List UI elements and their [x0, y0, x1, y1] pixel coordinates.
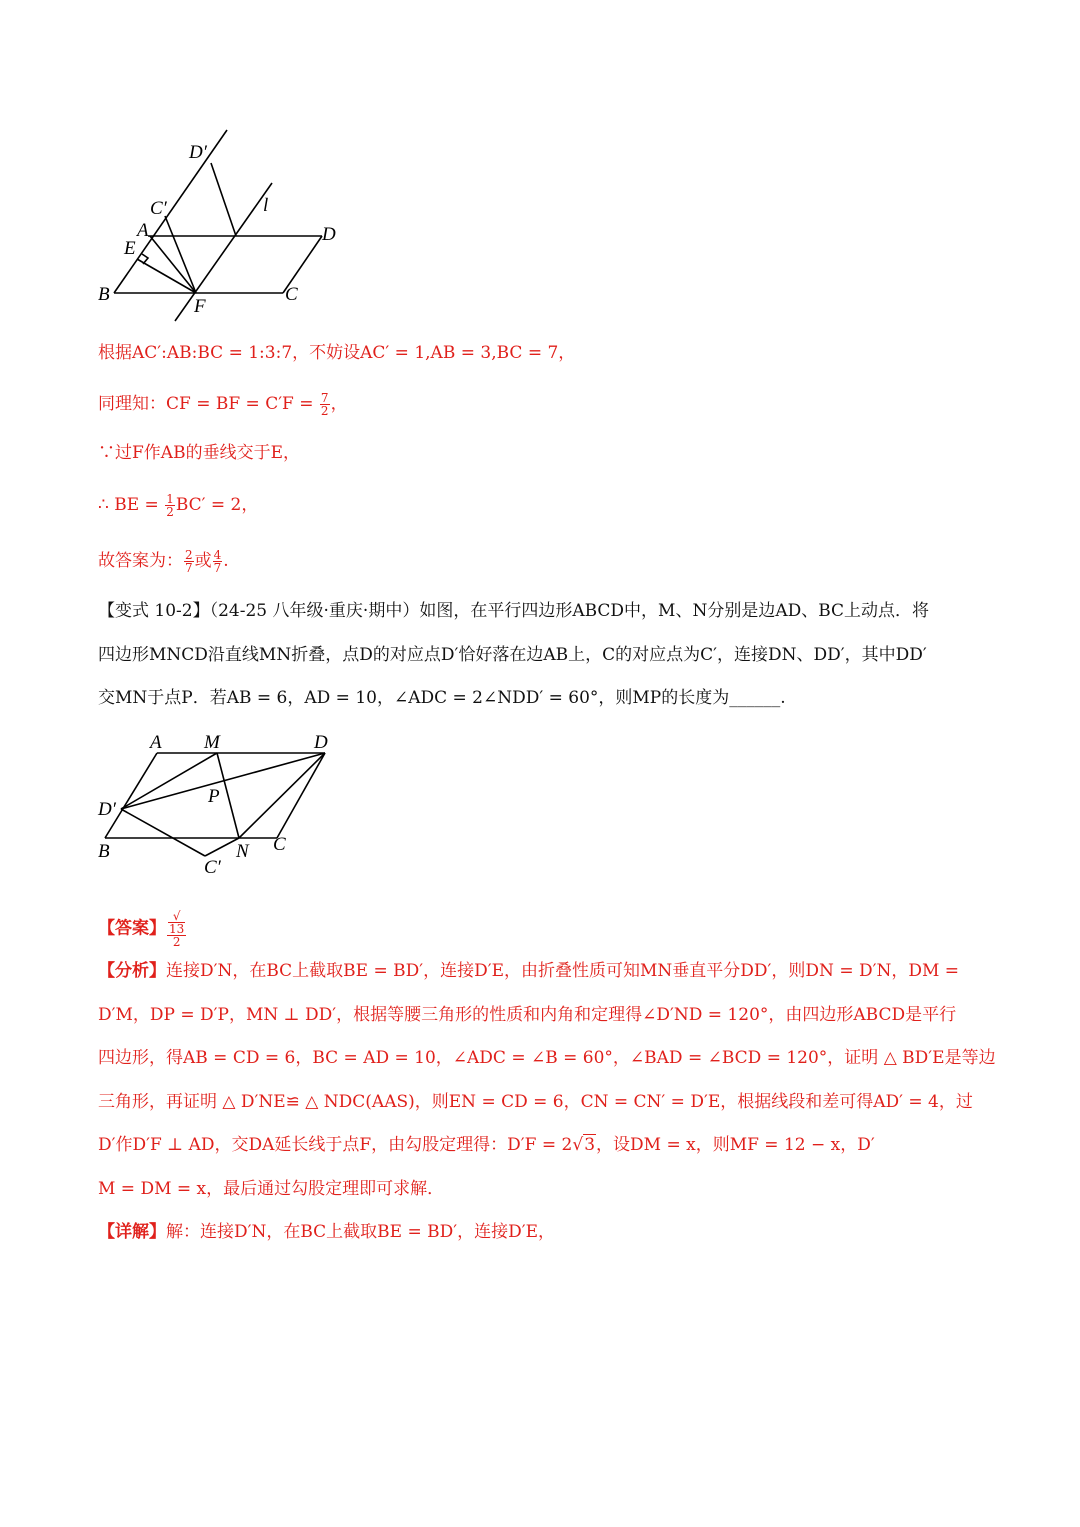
analysis-row-4: 三角形，再证明 △ D′NE≌ △ NDC(AAS)，则EN = CD = 6，CN = CN′ = D′E，根据线段和差可得AD′ = 4，过 [98, 1091, 973, 1112]
fig2-label-m: M [204, 732, 220, 753]
fraction-denominator: 7 [185, 561, 193, 575]
fig2-line-dc [277, 753, 325, 838]
fig1-label-f: F [194, 296, 206, 317]
fraction-numerator: 2 [185, 548, 193, 562]
be-fraction [165, 493, 175, 518]
analysis-tag: 【分析】 [98, 961, 166, 981]
fraction-numerator: 7 [320, 391, 329, 405]
figure-fold-parallelogram [90, 125, 350, 330]
problem-line-1: 【变式 10-2】（24-25 八年级·重庆·期中）如图，在平行四边形ABCD中，M、N分别是边AD、BC上动点．将 [98, 601, 930, 621]
answer-or: 或 [194, 551, 212, 571]
fraction-numerator: 4 [213, 548, 222, 562]
fraction-numerator: √ 13 [169, 909, 185, 936]
fraction-denominator: 2 [172, 935, 181, 949]
solution-answer-line [98, 549, 988, 574]
fig1-label-e: E [124, 238, 136, 259]
fig2-line-n-d [239, 753, 325, 838]
fig1-line-cprime-f [165, 216, 196, 293]
analysis-row-5a: D′作D′F ⊥ AD，交DA延长线于点F，由勾股定理得：D′F = 2 [98, 1135, 573, 1155]
answer-tag: 【答案】 [98, 918, 166, 939]
fig2-line-cprime-n [205, 838, 239, 856]
fig2-label-c-prime: C′ [204, 857, 221, 878]
fig1-line-a-f [150, 236, 196, 293]
fraction-denominator: 7 [213, 561, 222, 575]
fig2-label-b: B [98, 841, 110, 862]
solution-same-reason-line [98, 392, 988, 417]
detail-tag: 【详解】 [98, 1222, 166, 1242]
detail-line [98, 1221, 988, 1243]
sqrt-radicand: 13 [169, 922, 185, 936]
solution-perp-line: ∵过F作AB的垂线交于E， [98, 443, 300, 463]
fig1-line-e-f [137, 259, 196, 293]
fig1-label-a: A [137, 220, 149, 241]
be-suffix: BC′ = 2， [175, 495, 259, 515]
fraction-denominator: 2 [166, 505, 174, 519]
same-reason-prefix: 同理知：CF = BF = C′F = [98, 394, 319, 414]
fig2-line-m-n [217, 753, 239, 838]
same-reason-fraction [320, 392, 330, 417]
detail-text: 解：连接D′N，在BC上截取BE = BD′，连接D′E， [166, 1222, 556, 1242]
problem-line-2: 四边形MNCD沿直线MN折叠，点D的对应点D′恰好落在边AB上，C的对应点为C′，连接DN、DD′，其中DD′ [98, 644, 927, 665]
same-reason-suffix: ， [330, 394, 348, 414]
be-prefix: ∴ BE = [98, 495, 165, 515]
answer-fraction-2 [213, 549, 223, 574]
analysis-row-1 [98, 950, 988, 994]
fig1-label-d: D [322, 224, 336, 245]
fig1-label-c-prime: C′ [150, 198, 167, 219]
analysis-row-6: M = DM = x，最后通过勾股定理即可求解． [98, 1178, 445, 1199]
analysis-row-1-text: 连接D′N，在BC上截取BE = BD′，连接D′E，由折叠性质可知MN垂直平分DD′，则DN = D′N，DM = [166, 961, 960, 981]
fig2-line-dprime-cprime [121, 809, 205, 856]
fig2-line-dprime-m [121, 753, 217, 809]
problem-line-3: 交MN于点P．若AB = 6，AD = 10，∠ADC = 2∠NDD′ = 60°，则MP的长度为______. [98, 688, 786, 708]
answer-value-fraction [167, 910, 186, 948]
fig1-label-c: C [285, 284, 298, 305]
analysis-row-5: D′作D′F ⊥ AD，交DA延长线于点F，由勾股定理得：D′F = 2√3，设DM = x，则MF = 12 − x，D′ [98, 1135, 875, 1155]
fraction-numerator: 1 [166, 492, 174, 506]
fig1-line-dprime-cprime-a [211, 163, 236, 236]
fig2-label-d-prime: D′ [98, 799, 116, 820]
fig1-label-b: B [98, 284, 110, 305]
fig2-label-p: P [208, 786, 220, 807]
problem-statement [98, 590, 988, 721]
fig2-label-n: N [236, 841, 249, 862]
fig1-line-ab-ext [114, 130, 227, 293]
fig2-label-c: C [273, 834, 286, 855]
answer-line [98, 910, 988, 948]
analysis-row-2: D′M，DP = D′P，MN ⊥ DD′，根据等腰三角形的性质和内角和定理得∠D′ND = 120°，由四边形ABCD是平行 [98, 1004, 957, 1025]
analysis-row-3: 四边形，得AB = CD = 6，BC = AD = 10，∠ADC = ∠B = 60°，∠BAD = ∠BCD = 120°，证明 △ BD′E是等边 [98, 1048, 996, 1068]
fig1-label-l: l [263, 195, 269, 216]
answer-prefix: 故答案为： [98, 551, 183, 571]
solution-ratio-line: 根据AC′:AB:BC = 1:3:7，不妨设AC′ = 1,AB = 3,BC = 7， [98, 343, 576, 363]
analysis-block [98, 950, 996, 1211]
solution-be-line [98, 493, 988, 518]
fig1-line-l [175, 183, 272, 321]
fraction-denominator: 2 [320, 404, 329, 418]
analysis-row-5b: ，设DM = x，则MF = 12 − x，D′ [596, 1135, 875, 1155]
fig2-label-d: D [314, 732, 328, 753]
figure-folded-quadrilateral [90, 728, 350, 878]
fig2-label-a: A [150, 732, 162, 753]
answer-suffix: . [223, 551, 229, 571]
answer-fraction-1 [184, 549, 194, 574]
fig1-label-d-prime: D′ [189, 142, 207, 163]
sqrt-radicand: 3 [584, 1135, 596, 1155]
